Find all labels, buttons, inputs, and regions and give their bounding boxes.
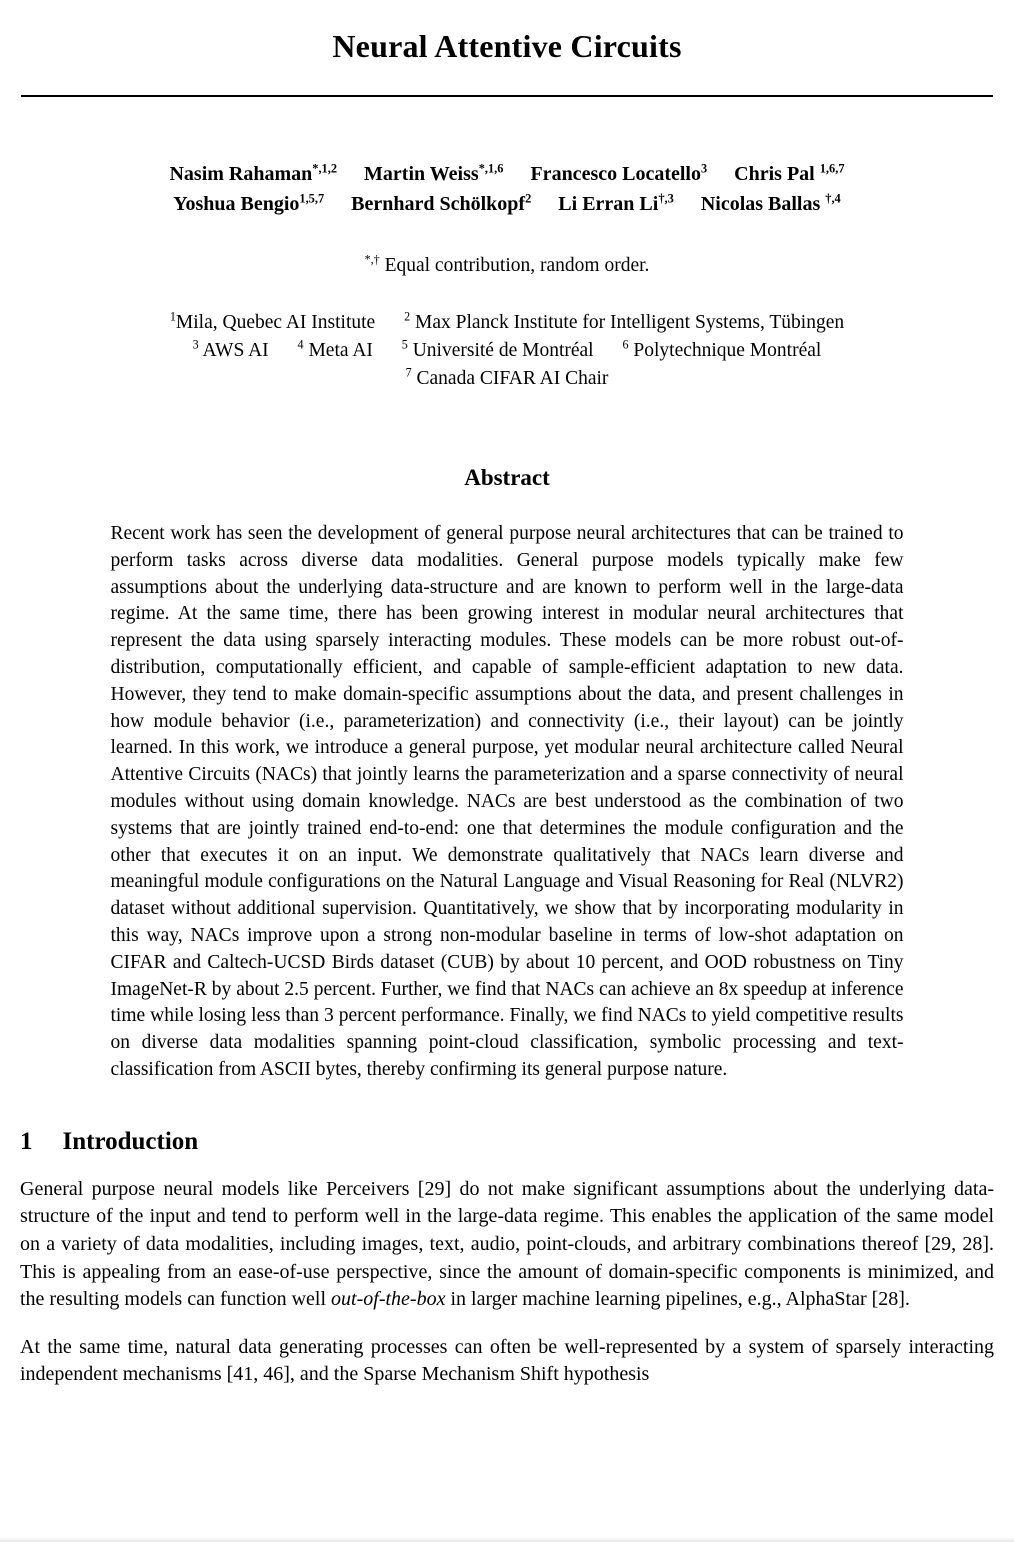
author (351, 193, 531, 215)
affiliation-superscript: 4 (297, 337, 304, 352)
page-bottom-fade (0, 1537, 1014, 1542)
abstract-text: Recent work has seen the development of general purpose neural architectures that can be trained to perform tasks across diverse data modalities. General purpose models typically make few assumptions about the underlying data-structure and are known to perform well in the large-data regime. At the same time, there has been growing interest in modular neural architectures that represent the data using sparsely interacting modules. These models can be more robust out-of-distribution, computationally efficient, and capable of sample-efficient adaptation to new data. However, they tend to make domain-specific assumptions about the data, and present challenges in how module behavior (i.e., parameterization) and connectivity (i.e., their layout) can be jointly learned. In this work, we introduce a general purpose, yet modular neural architecture called Neural Attentive Circuits (NACs) that jointly learns the parameterization and a sparse connectivity of neural modules without using domain knowledge. NACs are best understood as the combination of two systems that are jointly trained end-to-end: one that determines the module configuration and the other that executes it on an input. We demonstrate qualitatively that NACs learn diverse and meaningful module configurations on the Natural Language and Visual Reasoning for Real (NLVR2) dataset without additional supervision. Quantitatively, we show that by incorporating modularity in this way, NACs improve upon a strong non-modular baseline in terms of low-shot adaptation on CIFAR and Caltech-UCSD Birds dataset (CUB) by about 10 percent, and OOD robustness on Tiny ImageNet-R by about 2.5 percent. Further, we find that NACs can achieve an 8x speedup at inference time while losing less than 3 percent performance. Finally, we find NACs to yield competitive results on diverse data modalities spanning point-cloud classification, symbolic processing and text-classification from ASCII bytes, thereby confirming its general purpose nature. (110, 523, 904, 1080)
author (558, 193, 674, 215)
affiliation-line (20, 365, 994, 393)
author (173, 193, 324, 215)
author (169, 163, 337, 185)
affiliation-text: Canada CIFAR AI Chair (411, 368, 609, 389)
author-superscript: 2 (525, 191, 532, 206)
abstract-heading: Abstract (464, 465, 550, 490)
section-number: 1 (20, 1127, 33, 1155)
affiliation-superscript: 3 (192, 337, 199, 352)
author-superscript: *,1,6 (478, 161, 504, 176)
affiliation-text: Meta AI (303, 340, 373, 361)
affiliation-item (297, 337, 373, 361)
author-superscript: *,1,2 (312, 161, 338, 176)
affiliation-item (401, 337, 594, 361)
author-superscript: †,3 (658, 191, 674, 206)
equal-contribution-text: Equal contribution, random order. (379, 255, 650, 276)
author-line-1 (20, 159, 994, 189)
equal-contribution-superscript: *,† (364, 252, 380, 267)
affiliation-text: Mila, Quebec AI Institute (175, 312, 376, 333)
intro-paragraph-1-text: General purpose neural models like Perceivers [29] do not make significant assumptions about the underlying data-structure of the input and tend to perform well in the large-data regime. This enables the application of the same model on a variety of data modalities, including images, text, audio, point-clouds, and arbitrary combinations thereof [29, 28]. This is appealing from an ease-of-use perspective, since the amount of domain-specific components is minimized, and the resulting models can function well (20, 1177, 994, 1311)
affiliation-item (404, 309, 845, 333)
author-name: Nicolas Ballas (700, 193, 826, 215)
affiliation-item (169, 309, 376, 333)
affiliation-text: Max Planck Institute for Intelligent Systems, Tübingen (410, 312, 845, 333)
affiliation-line (20, 337, 994, 365)
intro-paragraph-1-continued: in larger machine learning pipelines, e.g., AlphaStar [28]. (445, 1288, 910, 1311)
author-name: Martin Weiss (364, 163, 479, 185)
section-heading-introduction (20, 1128, 994, 1156)
equal-contribution-note (20, 252, 994, 277)
author-superscript: †,4 (825, 191, 841, 206)
title-rule (21, 95, 993, 97)
author-line-2 (20, 189, 994, 219)
affiliations-block (20, 309, 994, 393)
author-name: Yoshua Bengio (173, 193, 300, 215)
author (530, 163, 707, 185)
affiliation-superscript: 1 (169, 309, 176, 324)
author-block (20, 159, 994, 219)
affiliation-item (405, 365, 609, 389)
author-superscript: 1,6,7 (819, 161, 845, 176)
affiliation-line (20, 309, 994, 337)
author-name: Li Erran Li (558, 193, 659, 215)
author-superscript: 3 (700, 161, 708, 176)
section-title: Introduction (62, 1127, 199, 1155)
affiliation-text: Polytechnique Montréal (628, 340, 822, 361)
affiliation-text: AWS AI (198, 340, 269, 361)
affiliation-superscript: 7 (405, 365, 412, 380)
author-name: Chris Pal (734, 163, 820, 185)
affiliation-item (622, 337, 822, 361)
author-name: Bernhard Schölkopf (351, 193, 526, 215)
affiliation-superscript: 6 (622, 337, 629, 352)
affiliation-superscript: 2 (404, 309, 411, 324)
author-name: Francesco Locatello (530, 163, 701, 185)
intro-paragraph-1 (20, 1176, 994, 1314)
author-superscript: 1,5,7 (299, 191, 325, 206)
paper-title: Neural Attentive Circuits (332, 28, 682, 64)
affiliation-superscript: 5 (401, 337, 408, 352)
author (701, 193, 841, 215)
intro-paragraph-2: At the same time, natural data generating processes can often be well-represented by a system of sparsely interacting independent mechanisms [41, 46], and the Sparse Mechanism Shift hypothesis (20, 1335, 994, 1386)
author-name: Nasim Rahaman (169, 163, 313, 185)
author (364, 163, 503, 185)
author (734, 163, 844, 185)
italic-phrase: out-of-the-box (331, 1288, 446, 1311)
affiliation-text: Université de Montréal (407, 340, 594, 361)
affiliation-item (192, 337, 269, 361)
